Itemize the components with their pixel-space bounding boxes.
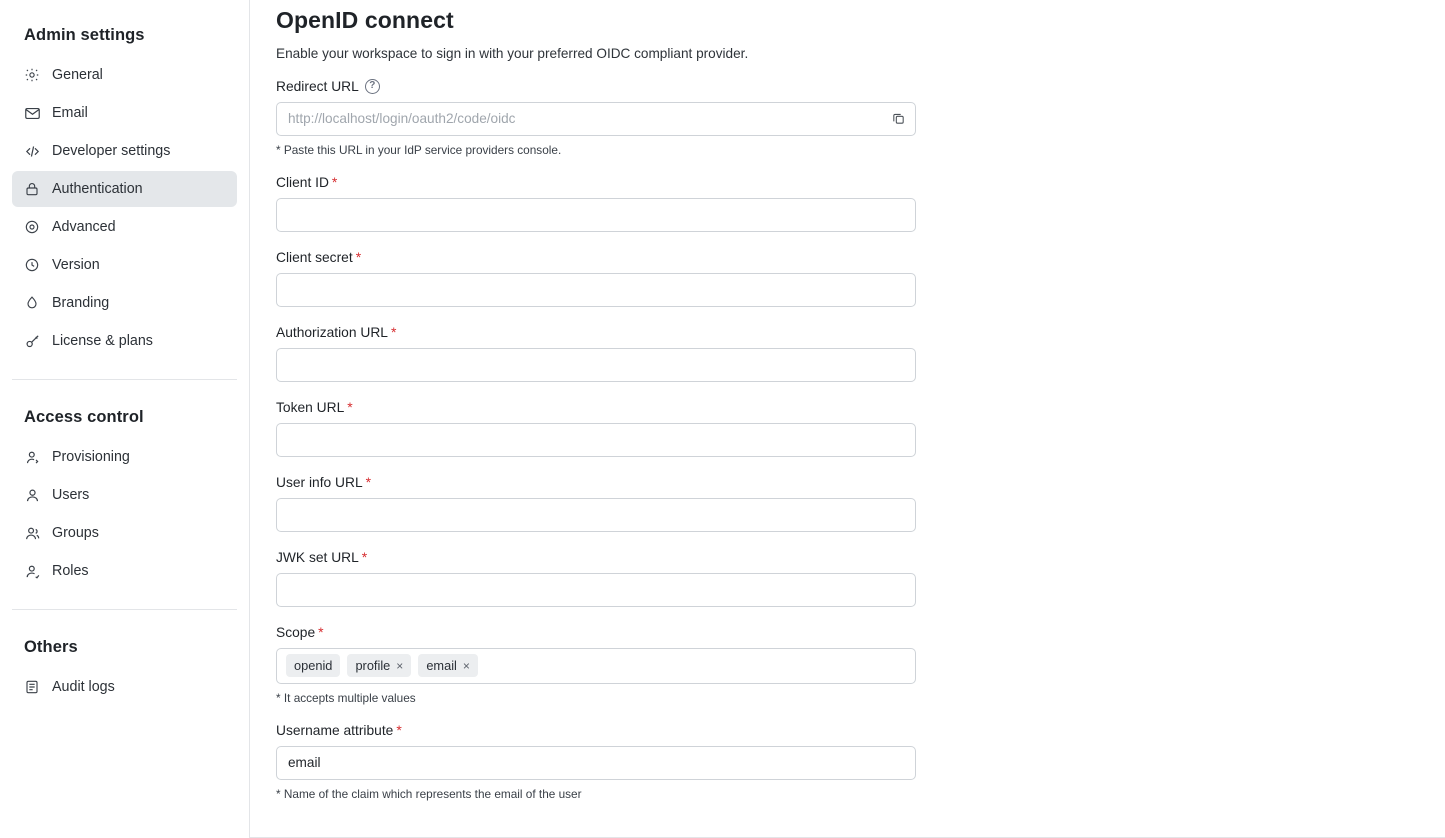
sidebar-item-label: General <box>52 67 103 83</box>
sidebar-item-roles[interactable] <box>12 553 237 589</box>
lock-icon <box>23 180 41 198</box>
sidebar-item-label: Roles <box>52 563 89 579</box>
field-label-group <box>276 325 1445 340</box>
gear-icon <box>23 66 41 84</box>
close-icon[interactable]: × <box>396 658 404 673</box>
field-user-info-url <box>276 475 1445 532</box>
users-icon <box>23 524 41 542</box>
sidebar-item-label: License & plans <box>52 333 153 349</box>
target-icon <box>23 218 41 236</box>
client-id-input[interactable] <box>276 198 916 232</box>
field-label: Username attribute <box>276 722 394 738</box>
mail-icon <box>23 104 41 122</box>
field-authorization-url <box>276 325 1445 382</box>
field-hint: * Paste this URL in your IdP service providers console. <box>276 142 562 157</box>
sidebar-item-label: Developer settings <box>52 143 171 159</box>
sidebar-section-access-control <box>0 380 249 589</box>
sidebar-section-title: Others <box>24 638 78 656</box>
field-token-url <box>276 400 1445 457</box>
page-title: OpenID connect <box>276 7 454 33</box>
redirect-url-input[interactable] <box>276 102 916 136</box>
username-attribute-input[interactable] <box>276 746 916 780</box>
scope-chip[interactable] <box>347 654 411 677</box>
sidebar-item-label: Users <box>52 487 90 503</box>
scope-chip-label: profile <box>355 658 391 674</box>
field-label-group <box>276 625 1445 640</box>
user-info-url-input[interactable] <box>276 498 916 532</box>
clock-icon <box>23 256 41 274</box>
sidebar-item-advanced[interactable] <box>12 209 237 245</box>
field-label: Scope <box>276 624 316 640</box>
sidebar-item-users[interactable] <box>12 477 237 513</box>
required-marker: * <box>365 474 372 491</box>
field-label-group <box>276 723 1445 738</box>
required-marker: * <box>361 549 368 566</box>
close-icon[interactable]: × <box>462 658 470 673</box>
help-icon[interactable]: ? <box>365 79 380 94</box>
sidebar-item-branding[interactable] <box>12 285 237 321</box>
field-label-group <box>276 475 1445 490</box>
client-secret-input[interactable] <box>276 273 916 307</box>
field-label-group <box>276 175 1445 190</box>
field-jwk-set-url <box>276 550 1445 607</box>
sidebar-item-license-and-plans[interactable] <box>12 323 237 359</box>
token-url-input[interactable] <box>276 423 916 457</box>
sidebar-item-developer-settings[interactable] <box>12 133 237 169</box>
sidebar-item-provisioning[interactable] <box>12 439 237 475</box>
user-role-icon <box>23 562 41 580</box>
required-marker: * <box>390 324 397 341</box>
sidebar-section-others <box>0 610 249 705</box>
field-label-group <box>276 250 1445 265</box>
field-scope <box>276 625 1445 705</box>
required-marker: * <box>396 722 402 739</box>
sidebar-item-groups[interactable] <box>12 515 237 551</box>
main-content <box>250 0 1445 838</box>
scope-chip-label: email <box>426 658 457 674</box>
scope-chip[interactable] <box>286 654 340 677</box>
sidebar-item-label: Branding <box>52 295 110 311</box>
sidebar-item-version[interactable] <box>12 247 237 283</box>
sidebar-item-label: Audit logs <box>52 679 115 695</box>
field-client-secret <box>276 250 1445 307</box>
jwk-set-url-input[interactable] <box>276 573 916 607</box>
field-client-id <box>276 175 1445 232</box>
field-redirect-url <box>276 79 1445 157</box>
field-label-group <box>276 400 1445 415</box>
sidebar-item-label: Groups <box>52 525 99 541</box>
book-icon <box>23 678 41 696</box>
required-marker: * <box>347 399 353 416</box>
field-label: Redirect URL <box>276 78 359 94</box>
scope-chips-input[interactable] <box>276 648 916 684</box>
sidebar-item-label: Advanced <box>52 219 116 235</box>
user-icon <box>23 486 41 504</box>
scope-chip-label: openid <box>294 658 333 674</box>
copy-icon[interactable] <box>889 110 907 128</box>
redirect-url-input-wrap <box>276 102 916 136</box>
sidebar-section-title: Access control <box>24 408 144 426</box>
field-label: Token URL <box>276 399 345 415</box>
required-marker: * <box>355 249 362 266</box>
sidebar-item-label: Version <box>52 257 100 273</box>
scope-chip[interactable] <box>418 654 478 677</box>
authorization-url-input[interactable] <box>276 348 916 382</box>
sidebar-item-email[interactable] <box>12 95 237 131</box>
field-label: Client secret <box>276 249 353 265</box>
field-label: Client ID <box>276 174 329 190</box>
required-marker: * <box>331 174 338 191</box>
sidebar-item-label: Email <box>52 105 88 121</box>
sidebar-section-admin-settings <box>0 0 249 359</box>
field-hint: * Name of the claim which represents the email of the user <box>276 786 582 801</box>
sidebar-item-authentication[interactable] <box>12 171 237 207</box>
sidebar-section-title: Admin settings <box>24 26 145 44</box>
page-subtitle: Enable your workspace to sign in with your preferred OIDC compliant provider. <box>276 45 749 61</box>
key-icon <box>23 332 41 350</box>
field-label: Authorization URL <box>276 324 388 340</box>
sidebar <box>0 0 250 838</box>
required-marker: * <box>318 624 324 641</box>
field-label-group <box>276 79 1445 94</box>
field-label-group <box>276 550 1445 565</box>
field-label: User info URL <box>276 474 363 490</box>
sidebar-item-label: Provisioning <box>52 449 130 465</box>
field-username-attribute <box>276 723 1445 801</box>
sidebar-item-label: Authentication <box>52 181 143 197</box>
code-icon <box>23 142 41 160</box>
droplet-icon <box>23 294 41 312</box>
sidebar-item-audit-logs[interactable] <box>12 669 237 705</box>
field-hint: * It accepts multiple values <box>276 690 416 705</box>
sidebar-item-general[interactable] <box>12 57 237 93</box>
user-sync-icon <box>23 448 41 466</box>
field-label: JWK set URL <box>276 549 359 565</box>
